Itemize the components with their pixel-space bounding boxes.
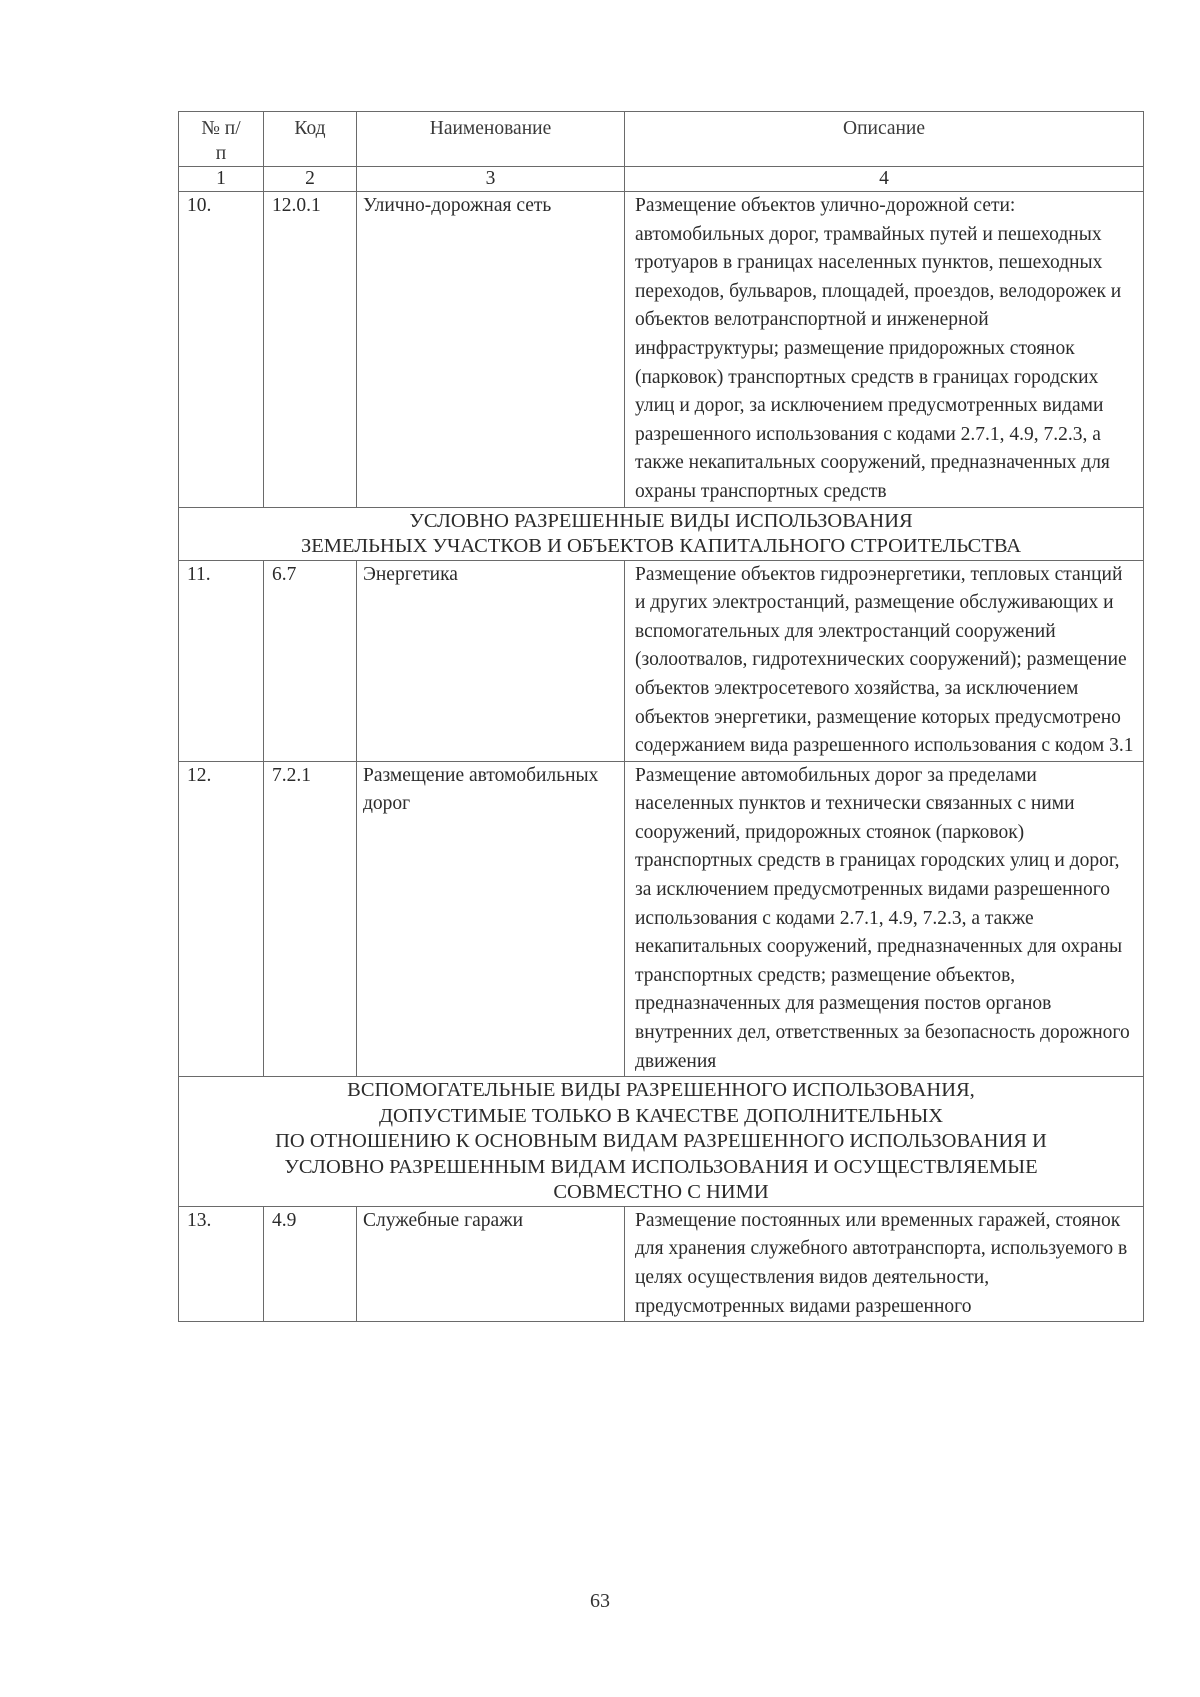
section-heading-conditional (179, 507, 1144, 560)
column-number-3: 3 (357, 167, 625, 192)
row-number: 13. (179, 1206, 264, 1321)
land-use-table (178, 111, 1144, 1322)
column-number-4: 4 (625, 167, 1144, 192)
row-description: Размещение объектов гидроэнергетики, тепловых станций и других электростанций, размещение обслуживающих и вспомогательных для электростанций сооружений (золоотвалов, гидротехнических сооружений); размещение объектов электросетевого хозяйства, за исключением объектов энергетики, размещение которых предусмотрено содержанием вида разрешенного использования с кодом 3.1 (625, 560, 1144, 761)
header-num (179, 112, 264, 167)
row-description: Размещение постоянных или временных гаражей, стоянок для хранения служебного автотранспорта, используемого в целях осуществления видов деятельности, предусмотренных видами разрешенного (625, 1206, 1144, 1321)
table-row (179, 192, 1144, 508)
header-num-text: № п/п (201, 118, 241, 164)
section-heading-line: УСЛОВНО РАЗРЕШЕННЫМ ВИДАМ ИСПОЛЬЗОВАНИЯ И ОСУЩЕСТВЛЯЕМЫЕ (284, 1155, 1038, 1178)
table-row (179, 761, 1144, 1077)
section-heading-line: ЗЕМЕЛЬНЫХ УЧАСТКОВ И ОБЪЕКТОВ КАПИТАЛЬНОГО СТРОИТЕЛЬСТВА (300, 535, 1022, 558)
section-row-auxiliary (179, 1077, 1144, 1207)
row-number: 12. (179, 761, 264, 1077)
header-name: Наименование (357, 112, 625, 167)
section-heading-line: ДОПУСТИМЫЕ ТОЛЬКО В КАЧЕСТВЕ ДОПОЛНИТЕЛЬНЫХ (378, 1104, 943, 1127)
row-code: 6.7 (264, 560, 357, 761)
row-code: 7.2.1 (264, 761, 357, 1077)
section-heading-line: ПО ОТНОШЕНИЮ К ОСНОВНЫМ ВИДАМ РАЗРЕШЕННОГО ИСПОЛЬЗОВАНИЯ И (275, 1130, 1047, 1153)
section-heading-line: СОВМЕСТНО С НИМИ (553, 1181, 769, 1204)
column-number-row (179, 167, 1144, 192)
row-number: 11. (179, 560, 264, 761)
section-heading-auxiliary (179, 1077, 1144, 1207)
table-row (179, 1206, 1144, 1321)
header-code: Код (264, 112, 357, 167)
section-row-conditional (179, 507, 1144, 560)
row-name: Энергетика (357, 560, 625, 761)
page-number: 63 (590, 1590, 610, 1612)
column-number-2: 2 (264, 167, 357, 192)
row-number: 10. (179, 192, 264, 508)
section-heading-line: ВСПОМОГАТЕЛЬНЫЕ ВИДЫ РАЗРЕШЕННОГО ИСПОЛЬЗОВАНИЯ, (347, 1079, 975, 1102)
row-name: Служебные гаражи (357, 1206, 625, 1321)
row-code: 4.9 (264, 1206, 357, 1321)
row-description: Размещение объектов улично-дорожной сети: автомобильных дорог, трамвайных путей и пешеходных тротуаров в границах населенных пунктов, пешеходных переходов, бульваров, площадей, проездов, велодорожек и объектов велотранспортной и инженерной инфраструктуры; размещение придорожных стоянок (парковок) транспортных средств в границах городских улиц и дорог, за исключением предусмотренных видами разрешенного использования с кодами 2.7.1, 4.9, 7.2.3, а также некапитальных сооружений, предназначенных для охраны транспортных средств (625, 192, 1144, 508)
row-name: Улично-дорожная сеть (357, 192, 625, 508)
table-header-row (179, 112, 1144, 167)
header-desc: Описание (625, 112, 1144, 167)
table-row (179, 560, 1144, 761)
row-code: 12.0.1 (264, 192, 357, 508)
column-number-1: 1 (179, 167, 264, 192)
row-description: Размещение автомобильных дорог за пределами населенных пунктов и технически связанных с ними сооружений, придорожных стоянок (парковок) транспортных средств в границах городских улиц и дорог, за исключением предусмотренных видами разрешенного использования с кодами 2.7.1, 4.9, 7.2.3, а также некапитальных сооружений, предназначенных для охраны транспортных средств; размещение объектов, предназначенных для размещения постов органов внутренних дел, ответственных за безопасность дорожного движения (625, 761, 1144, 1077)
section-heading-line: УСЛОВНО РАЗРЕШЕННЫЕ ВИДЫ ИСПОЛЬЗОВАНИЯ (409, 509, 913, 532)
row-name: Размещение автомобильных дорог (357, 761, 625, 1077)
